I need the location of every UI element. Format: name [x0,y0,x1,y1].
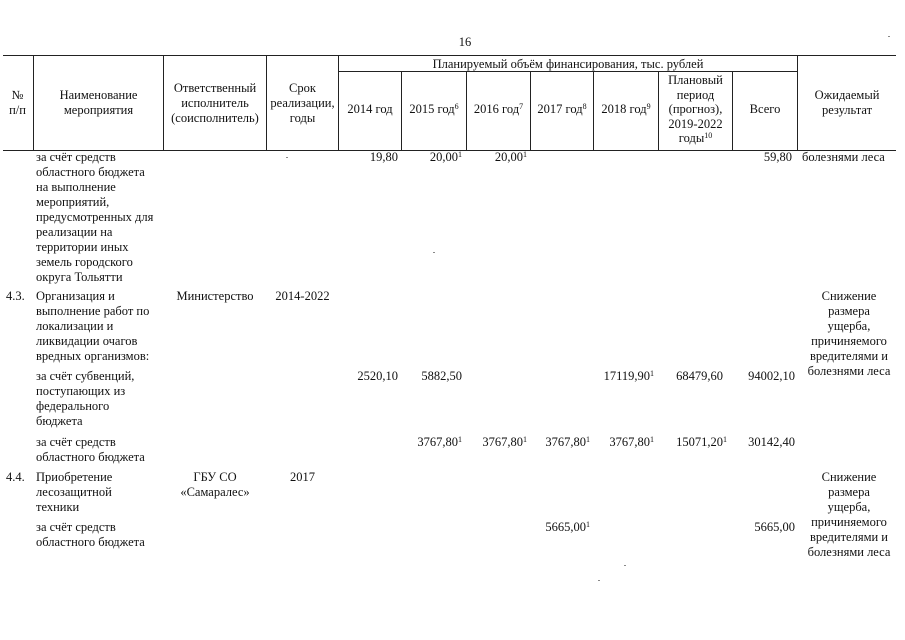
scan-speck [888,36,890,37]
header-name: Наименование мероприятия [59,88,138,117]
cont-row-name: за счёт средств областного бюджета на выполнение мероприятий, предусмотренных для реализации на территории иных земель городского округа Тольятти [36,150,154,284]
header-year-2018: 2018 год$^9$ [601,102,651,116]
scan-speck [598,580,600,581]
cont-row-total: 59,80 [763,150,792,164]
row-4-3-term: 2014-2022 [275,289,330,303]
row-4-4-name: Приобретение лесозащитной техники [36,470,113,514]
header-year-2016: 2016 год$^7$ [473,102,524,116]
header-total: Всего [749,102,781,116]
header-executor: Ответственный исполнитель (соисполнитель) [171,81,259,125]
row-4-3-federal-2015: 5882,50 [421,369,462,383]
header-plan-period: Плановый период (прогноз), 2019-2022 годы$^{10}$ [668,73,723,145]
header-year-2017: 2017 год$^8$ [537,102,587,116]
row-4-3-federal-2018: 17119,90$^1$ [603,369,654,383]
cont-row-result: болезнями леса [802,150,885,164]
row-4-4-regional-2017: 5665,00$^1$ [545,520,590,534]
cont-row-2015-value: 20,00$^1$ [429,150,462,164]
cont-row-2014-value: 19,80 [369,150,398,164]
header-funding-title: Планируемый объём финансирования, тыс. рублей [432,57,704,71]
row-4-3-regional-name: за счёт средств областного бюджета [36,435,145,464]
scan-speck [624,565,626,566]
row-4-3-regional-2018: 3767,80$^1$ [609,435,654,449]
cont-row-2016-value: 20,00$^1$ [494,150,527,164]
row-4-4-result: Снижение размера ущерба, причиняемого вредителями и болезнями леса [807,470,891,559]
scan-speck [286,157,288,158]
scan-speck [433,252,435,253]
header-term: Срок реализации, годы [270,81,335,125]
header-result: Ожидаемый результат [814,88,880,117]
row-4-4-num: 4.4. [6,470,25,484]
row-4-4-regional-name: за счёт средств областного бюджета [36,520,145,549]
row-4-3-regional-total: 30142,40 [748,435,795,449]
row-4-4-regional-total: 5665,00 [754,520,795,534]
page-number: 16 [458,35,472,49]
row-4-4-executor: ГБУ СО «Самаралес» [180,470,250,499]
row-4-4-term: 2017 [290,470,315,484]
row-4-3-num: 4.3. [6,289,25,303]
row-4-3-result: Снижение размера ущерба, причиняемого вредителями и болезнями леса [807,289,891,378]
row-4-3-executor: Министерство [176,289,254,303]
table-top-rule [3,55,896,56]
row-4-3-regional-plan: 15071,20$^1$ [676,435,727,449]
row-4-3-federal-plan: 68479,60 [676,369,723,383]
header-num: № п/п [9,88,26,117]
row-4-3-federal-total: 94002,10 [748,369,795,383]
row-4-3-regional-2016: 3767,80$^1$ [482,435,527,449]
header-year-2015: 2015 год$^6$ [409,102,459,116]
header-year-2014: 2014 год [347,102,393,116]
row-4-3-regional-2017: 3767,80$^1$ [545,435,590,449]
row-4-3-regional-2015: 3767,80$^1$ [417,435,462,449]
row-4-3-federal-2014: 2520,10 [357,369,398,383]
row-4-3-federal-name: за счёт субвенций, поступающих из федерального бюджета [36,369,135,428]
row-4-3-name: Организация и выполнение работ по локализации и ликвидации очагов вредных организмов: [36,289,150,363]
